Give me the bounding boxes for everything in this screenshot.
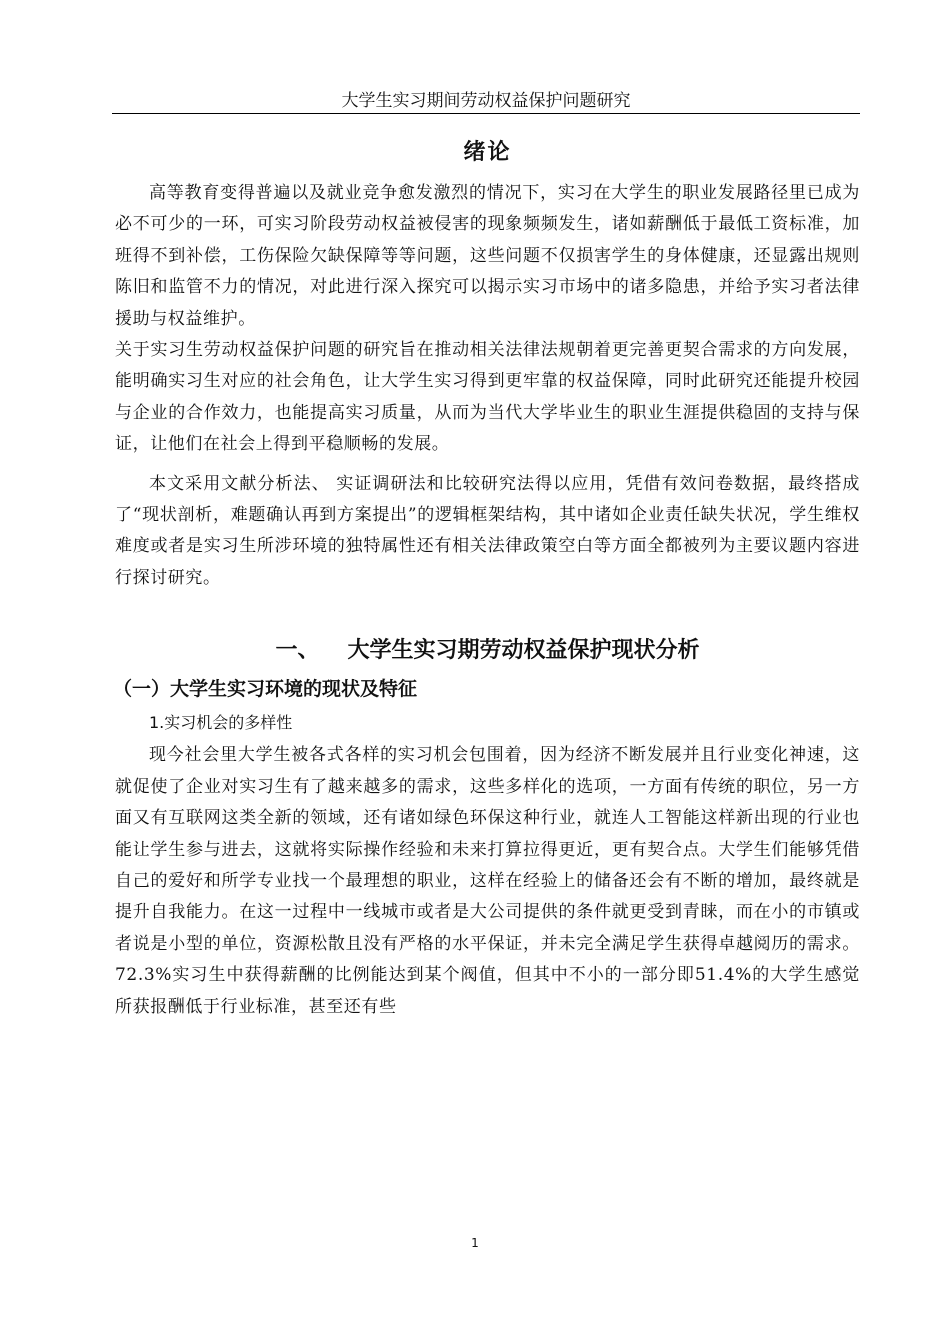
subsection-heading: 1.实习机会的多样性 xyxy=(149,713,293,733)
running-header: 大学生实习期间劳动权益保护问题研究 xyxy=(341,91,631,111)
intro-paragraph-1: 高等教育变得普遍以及就业竞争愈发激烈的情况下，实习在大学生的职业发展路径里已成为必不可少的一环，可实习阶段劳动权益被侵害的现象频频发生，诸如薪酬低于最低工资标准，加班得不到补偿，工伤保险欠缺保障等等问题，这些问题不仅损害学生的身体健康，还显露出规则陈旧和监管不力的情况，对此进行深入探究可以揭示实习市场中的诸多隐患，并给予实习者法律援助与权益维护。 xyxy=(115,183,860,329)
chapter-title: 大学生实习期劳动权益保护现状分析 xyxy=(347,638,700,664)
header-rule xyxy=(112,113,860,114)
chapter-heading xyxy=(115,634,860,668)
subsection-paragraph: 现今社会里大学生被各式各样的实习机会包围着，因为经济不断发展并且行业变化神速，这就促使了企业对实习生有了越来越多的需求，这些多样化的选项，一方面有传统的职位，另一方面又有互联网这类全新的领域，还有诸如绿色环保这种行业，就连人工智能这样新出现的行业也能让学生参与进去，这就将实际操作经验和未来打算拉得更近，更有契合点。大学生们能够凭借自己的爱好和所学专业找一个最理想的职业，这样在经验上的储备还会有不断的增加，最终就是提升自我能力。在这一过程中一线城市或者是大公司提供的条件就更受到青睐，而在小的市镇或者说是小型的单位，资源松散且没有严格的水平保证，并未完全满足学生获得卓越阅历的需求。72.3%实习生中获得薪酬的比例能达到某个阀值，但其中不小的一部分即51.4%的大学生感觉所获报酬低于行业标准，甚至还有些 xyxy=(115,745,860,1017)
intro-title: 绪论 xyxy=(463,140,512,165)
page-number: 1 xyxy=(471,1236,479,1250)
section-heading: （一）大学生实习环境的现状及特征 xyxy=(113,678,418,701)
intro-paragraph-2: 关于实习生劳动权益保护问题的研究旨在推动相关法律法规朝着更完善更契合需求的方向发展，能明确实习生对应的社会角色，让大学生实习得到更牢靠的权益保障，同时此研究还能提升校园与企业的合作效力，也能提高实习质量，从而为当代大学毕业生的职业生涯提供稳固的支持与保证，让他们在社会上得到平稳顺畅的发展。 xyxy=(115,340,860,455)
paragraph-gap xyxy=(115,461,860,469)
intro-paragraph-3: 本文采用文献分析法、 实证调研法和比较研究法得以应用，凭借有效问卷数据，最终搭成了“现状剖析，难题确认再到方案提出”的逻辑框架结构，其中诸如企业责任缺失状况，学生维权难度或者是实习生所涉环境的独特属性还有相关法律政策空白等方面全都被列为主要议题内容进行探讨研究。 xyxy=(115,473,860,588)
chapter-number: 一、 xyxy=(275,638,320,664)
page-body xyxy=(115,136,860,1023)
